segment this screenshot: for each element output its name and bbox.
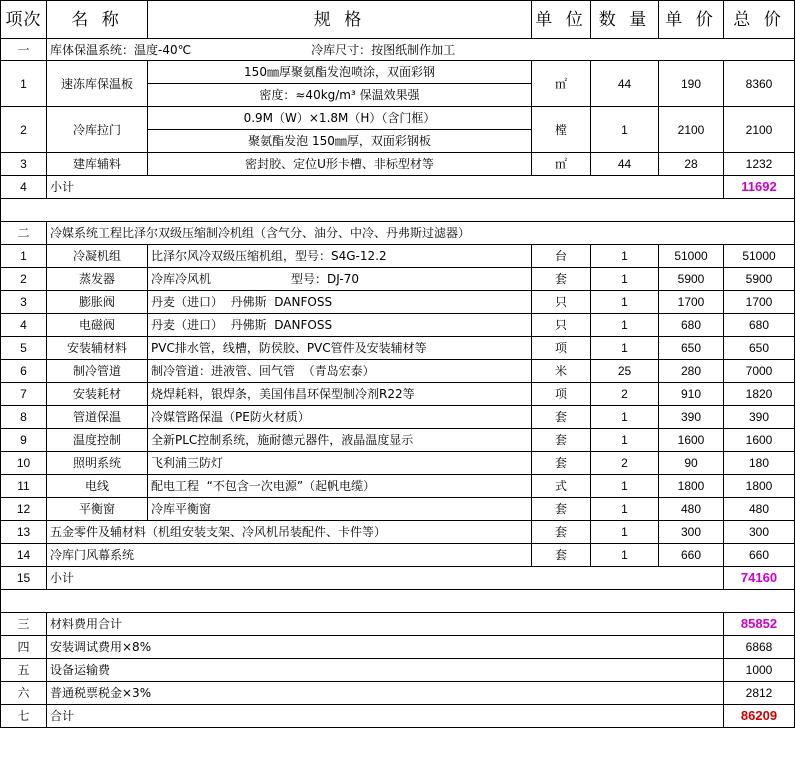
item-name: 管道保温	[47, 406, 148, 429]
row-number: 1	[1, 61, 47, 107]
table-row	[1, 452, 795, 475]
summary-value: 6868	[724, 636, 795, 659]
item-qty: 1	[591, 521, 659, 544]
item-spec: 烧焊耗料，银焊条，美国伟昌环保型制冷剂R22等	[148, 383, 532, 406]
item-price: 650	[659, 337, 724, 360]
blank-row	[1, 199, 795, 222]
grand-total-value: 86209	[724, 705, 795, 728]
summary-number: 四	[1, 636, 47, 659]
subtotal-row	[1, 567, 795, 590]
summary-label: 安装调试费用×8%	[47, 636, 724, 659]
item-unit: 套	[532, 452, 591, 475]
item-qty: 2	[591, 452, 659, 475]
table-row	[1, 337, 795, 360]
item-unit: 只	[532, 314, 591, 337]
section-title: 冷媒系统工程比泽尔双级压缩制冷机组（含气分、油分、中冷、丹弗斯过滤器）	[47, 222, 795, 245]
item-qty: 1	[591, 268, 659, 291]
item-name: 建库辅料	[47, 153, 148, 176]
table-row	[1, 107, 795, 130]
summary-label: 材料费用合计	[47, 613, 724, 636]
item-total: 1232	[724, 153, 795, 176]
header-unit: 单 位	[532, 1, 591, 39]
table-row	[1, 383, 795, 406]
item-total: 2100	[724, 107, 795, 153]
item-unit: ㎡	[532, 61, 591, 107]
item-spec: 配电工程 “不包含一次电源”（起帆电缆）	[148, 475, 532, 498]
item-name: 温度控制	[47, 429, 148, 452]
summary-label: 设备运输费	[47, 659, 724, 682]
item-unit: 米	[532, 360, 591, 383]
item-total: 1700	[724, 291, 795, 314]
item-name: 膨胀阀	[47, 291, 148, 314]
item-spec: 丹麦（进口） 丹佛斯 DANFOSS	[148, 314, 532, 337]
row-number: 14	[1, 544, 47, 567]
table-row	[1, 429, 795, 452]
summary-number: 七	[1, 705, 47, 728]
summary-row	[1, 682, 795, 705]
row-number: 9	[1, 429, 47, 452]
item-spec: 制冷管道：进液管、回气管 （青岛宏泰）	[148, 360, 532, 383]
item-spec: 0.9M（W）×1.8M（H）（含门框）	[148, 107, 532, 130]
summary-number: 三	[1, 613, 47, 636]
item-total: 180	[724, 452, 795, 475]
item-qty: 1	[591, 498, 659, 521]
item-spec: 冷库平衡窗	[148, 498, 532, 521]
item-qty: 44	[591, 61, 659, 107]
item-qty: 1	[591, 406, 659, 429]
item-unit: 套	[532, 406, 591, 429]
item-name: 五金零件及辅材料（机组安装支架、冷风机吊装配件、卡件等）	[47, 521, 532, 544]
item-qty: 1	[591, 337, 659, 360]
item-spec: 聚氨酯发泡 150㎜厚，双面彩钢板	[148, 130, 532, 153]
grand-total-label: 合计	[47, 705, 724, 728]
row-number: 7	[1, 383, 47, 406]
item-qty: 25	[591, 360, 659, 383]
table-row	[1, 406, 795, 429]
item-qty: 1	[591, 314, 659, 337]
row-number: 4	[1, 314, 47, 337]
section-row	[1, 39, 795, 61]
item-unit: 套	[532, 429, 591, 452]
item-qty: 2	[591, 383, 659, 406]
section-title: 库体保温系统：温度-40℃	[50, 42, 192, 57]
item-price: 480	[659, 498, 724, 521]
item-price: 660	[659, 544, 724, 567]
blank-row	[1, 590, 795, 613]
item-spec: 密度：≈40kg/m³ 保温效果强	[148, 84, 532, 107]
item-total: 51000	[724, 245, 795, 268]
item-unit: 只	[532, 291, 591, 314]
item-name: 安装耗材	[47, 383, 148, 406]
item-unit: 式	[532, 475, 591, 498]
item-qty: 1	[591, 429, 659, 452]
item-qty: 1	[591, 475, 659, 498]
item-name: 冷凝机组	[47, 245, 148, 268]
blank-cell	[1, 199, 795, 222]
item-price: 28	[659, 153, 724, 176]
item-unit: 套	[532, 521, 591, 544]
summary-label: 普通税票税金×3%	[47, 682, 724, 705]
item-qty: 44	[591, 153, 659, 176]
section-note: 冷库尺寸：按图纸制作加工	[311, 42, 456, 57]
item-price: 280	[659, 360, 724, 383]
item-qty: 1	[591, 107, 659, 153]
row-number: 2	[1, 268, 47, 291]
item-price: 2100	[659, 107, 724, 153]
blank-cell	[1, 590, 795, 613]
item-name: 冷库拉门	[47, 107, 148, 153]
row-number: 1	[1, 245, 47, 268]
table-row	[1, 153, 795, 176]
summary-number: 六	[1, 682, 47, 705]
summary-row	[1, 613, 795, 636]
item-spec: 冷媒管路保温（PE防火材质）	[148, 406, 532, 429]
section-number: 二	[1, 222, 47, 245]
header-index: 项次	[1, 1, 47, 39]
item-unit: 套	[532, 268, 591, 291]
header-row	[1, 1, 795, 39]
summary-row	[1, 636, 795, 659]
summary-value: 1000	[724, 659, 795, 682]
table-row	[1, 498, 795, 521]
item-price: 1700	[659, 291, 724, 314]
row-number: 3	[1, 291, 47, 314]
subtotal-value: 74160	[724, 567, 795, 590]
item-price: 300	[659, 521, 724, 544]
row-number: 11	[1, 475, 47, 498]
item-name: 制冷管道	[47, 360, 148, 383]
item-total: 480	[724, 498, 795, 521]
item-price: 1600	[659, 429, 724, 452]
item-price: 1800	[659, 475, 724, 498]
summary-value: 85852	[724, 613, 795, 636]
table-row	[1, 245, 795, 268]
row-number: 2	[1, 107, 47, 153]
table-row	[1, 61, 795, 84]
row-number: 3	[1, 153, 47, 176]
item-spec-cell	[148, 268, 532, 291]
item-name: 平衡窗	[47, 498, 148, 521]
grand-total-row	[1, 705, 795, 728]
header-price: 单 价	[659, 1, 724, 39]
header-spec: 规 格	[148, 1, 532, 39]
summary-value: 2812	[724, 682, 795, 705]
row-number: 12	[1, 498, 47, 521]
table-row	[1, 475, 795, 498]
row-number: 6	[1, 360, 47, 383]
row-number: 5	[1, 337, 47, 360]
item-total: 300	[724, 521, 795, 544]
item-price: 51000	[659, 245, 724, 268]
subtotal-row	[1, 176, 795, 199]
item-qty: 1	[591, 544, 659, 567]
summary-number: 五	[1, 659, 47, 682]
row-number: 4	[1, 176, 47, 199]
item-total: 5900	[724, 268, 795, 291]
item-total: 1820	[724, 383, 795, 406]
item-total: 650	[724, 337, 795, 360]
table-row	[1, 544, 795, 567]
item-name: 蒸发器	[47, 268, 148, 291]
summary-row	[1, 659, 795, 682]
table-row	[1, 268, 795, 291]
item-unit: ㎡	[532, 153, 591, 176]
item-price: 5900	[659, 268, 724, 291]
item-price: 390	[659, 406, 724, 429]
item-price: 190	[659, 61, 724, 107]
item-total: 8360	[724, 61, 795, 107]
section-row	[1, 222, 795, 245]
item-unit: 樘	[532, 107, 591, 153]
item-name: 安装辅材料	[47, 337, 148, 360]
item-unit: 项	[532, 383, 591, 406]
table-row	[1, 314, 795, 337]
item-name: 电磁阀	[47, 314, 148, 337]
item-spec: 150㎜厚聚氨酯发泡喷涂，双面彩钢	[148, 61, 532, 84]
table-row	[1, 360, 795, 383]
row-number: 10	[1, 452, 47, 475]
item-spec: 冷库冷风机	[151, 272, 212, 286]
row-number: 8	[1, 406, 47, 429]
item-price: 910	[659, 383, 724, 406]
table-row	[1, 291, 795, 314]
item-name: 照明系统	[47, 452, 148, 475]
item-unit: 套	[532, 544, 591, 567]
item-spec: PVC排水管，线槽，防侯胶、PVC管件及安装辅材等	[148, 337, 532, 360]
item-unit: 项	[532, 337, 591, 360]
item-total: 680	[724, 314, 795, 337]
item-total: 660	[724, 544, 795, 567]
item-qty: 1	[591, 245, 659, 268]
item-total: 390	[724, 406, 795, 429]
item-unit: 台	[532, 245, 591, 268]
section-number: 一	[1, 39, 47, 61]
row-number: 15	[1, 567, 47, 590]
subtotal-label: 小计	[47, 567, 724, 590]
item-qty: 1	[591, 291, 659, 314]
item-total: 7000	[724, 360, 795, 383]
section-title-cell	[47, 39, 795, 61]
item-total: 1600	[724, 429, 795, 452]
item-spec: 密封胶、定位U形卡槽、非标型材等	[148, 153, 532, 176]
item-spec: 比泽尔风冷双级压缩机组，型号：S4G-12.2	[148, 245, 532, 268]
item-name: 速冻库保温板	[47, 61, 148, 107]
table-row	[1, 521, 795, 544]
item-model: 型号：DJ-70	[291, 272, 359, 286]
row-number: 13	[1, 521, 47, 544]
item-price: 680	[659, 314, 724, 337]
item-price: 90	[659, 452, 724, 475]
item-spec: 丹麦（进口） 丹佛斯 DANFOSS	[148, 291, 532, 314]
header-name: 名 称	[47, 1, 148, 39]
item-spec: 全新PLC控制系统，施耐德元器件，液晶温度显示	[148, 429, 532, 452]
item-spec: 飞利浦三防灯	[148, 452, 532, 475]
subtotal-value: 11692	[724, 176, 795, 199]
item-unit: 套	[532, 498, 591, 521]
item-total: 1800	[724, 475, 795, 498]
subtotal-label: 小计	[47, 176, 724, 199]
item-name: 电线	[47, 475, 148, 498]
header-qty: 数 量	[591, 1, 659, 39]
item-name: 冷库门风幕系统	[47, 544, 532, 567]
header-total: 总 价	[724, 1, 795, 39]
